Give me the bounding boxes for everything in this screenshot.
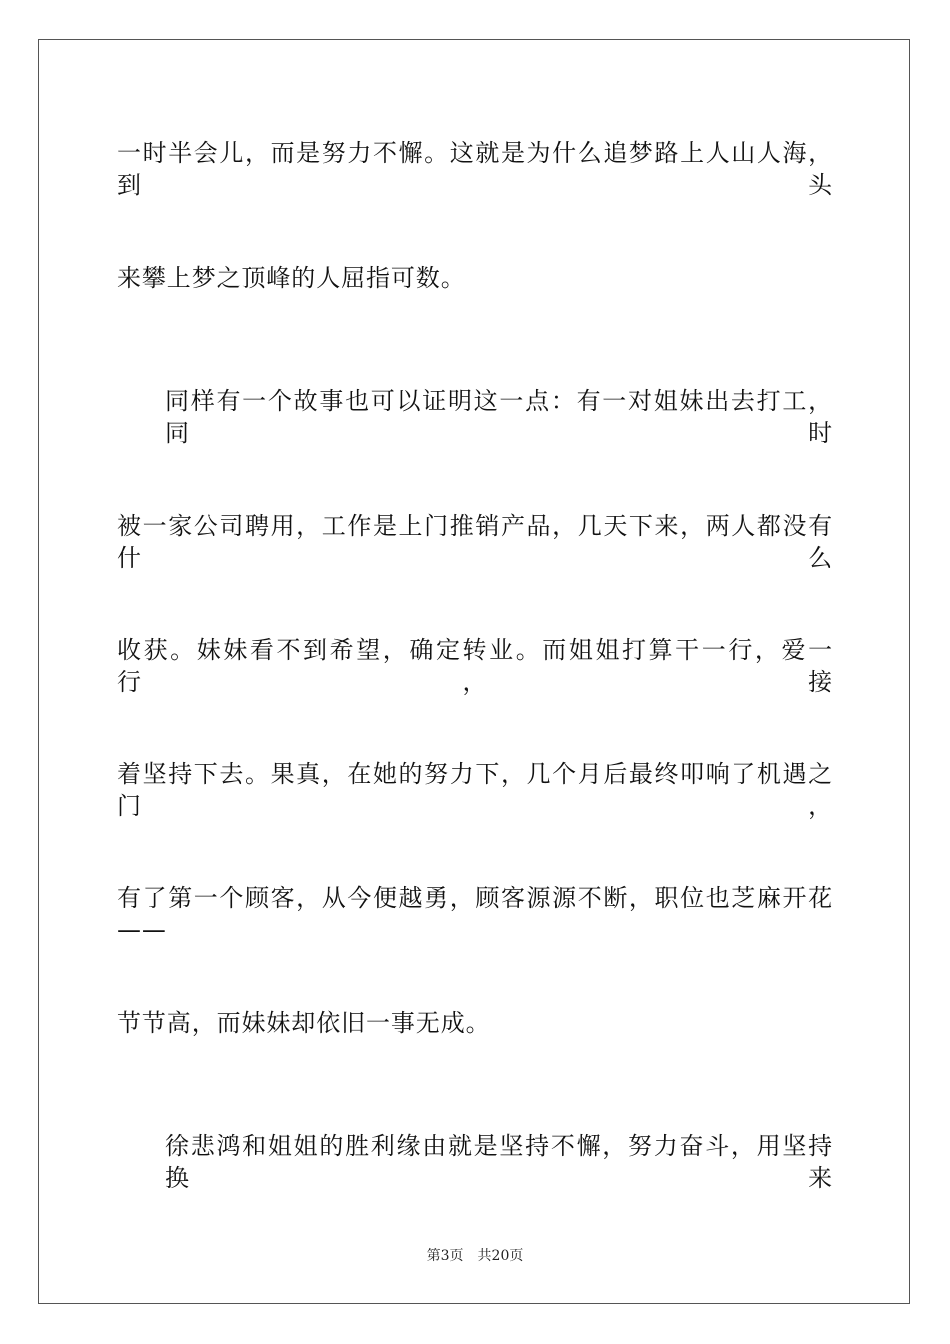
- page-total: 共20页: [477, 1248, 524, 1264]
- page-number: 第3页: [426, 1248, 464, 1264]
- text-line-4: 被一家公司聘用，工作是上门推销产品，几天下来，两人都没有什么: [117, 512, 833, 572]
- text-line-5: 收获。妹妹看不到希望，确定转业。而姐姐打算干一行，爱一行，接: [117, 636, 833, 696]
- text-line-2: 来攀上梦之顶峰的人屈指可数。: [117, 264, 466, 292]
- text-line-9: 徐悲鸿和姐姐的胜利缘由就是坚持不懈，努力奋斗，用坚持换来: [165, 1132, 833, 1192]
- text-line-8: 节节高，而妹妹却依旧一事无成。: [117, 1009, 491, 1037]
- text-line-7: 有了第一个顾客，从今便越勇，顾客源源不断，职位也芝麻开花——: [117, 884, 833, 944]
- page-footer: [0, 1247, 950, 1265]
- text-line-6: 着坚持下去。果真，在她的努力下，几个月后最终叩响了机遇之门，: [117, 760, 833, 820]
- text-line-3: 同样有一个故事也可以证明这一点：有一对姐妹出去打工，同时: [165, 387, 833, 447]
- text-line-1: 一时半会儿，而是努力不懈。这就是为什么追梦路上人山人海，到头: [117, 139, 833, 199]
